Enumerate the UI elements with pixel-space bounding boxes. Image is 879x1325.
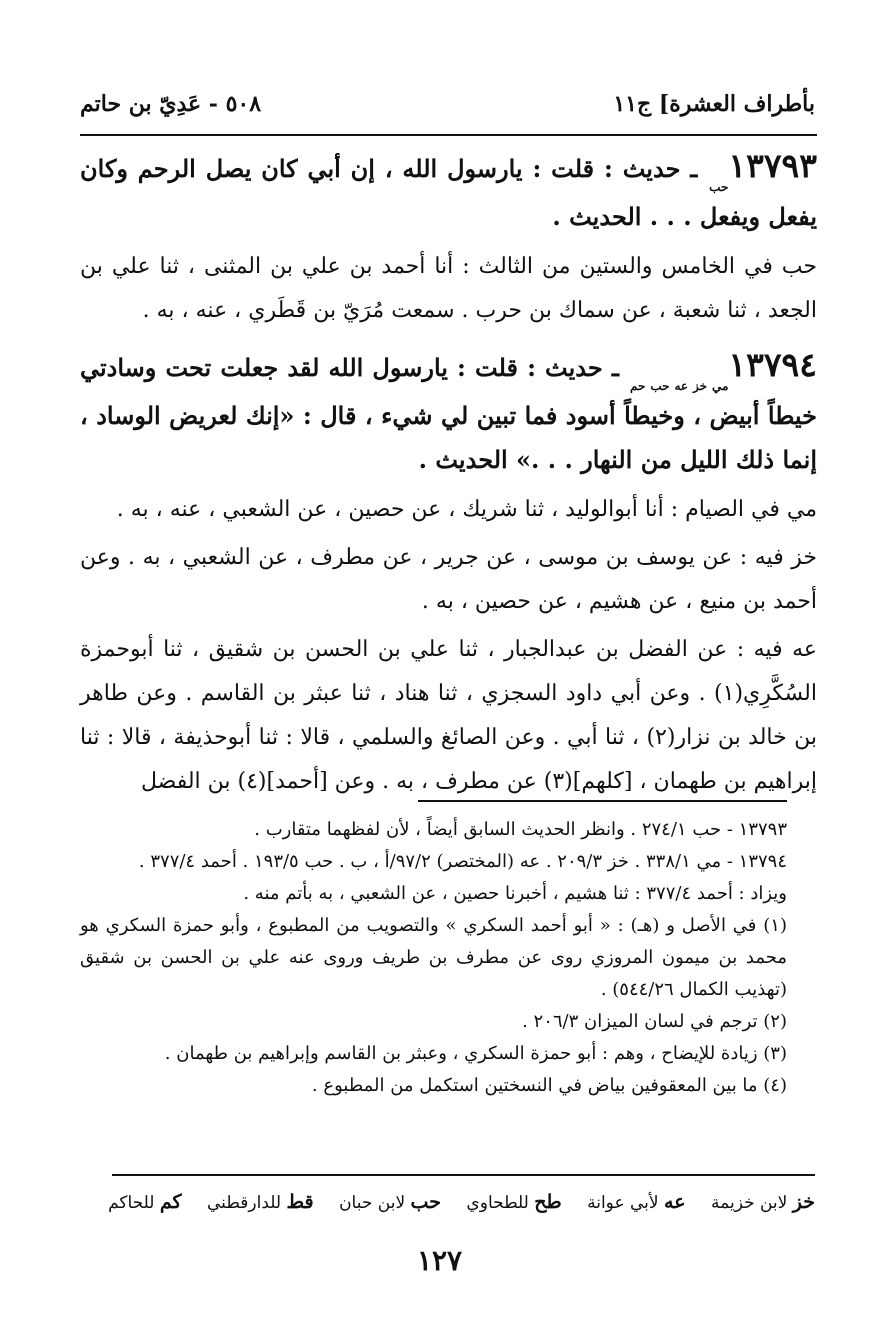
legend-item xyxy=(207,1191,314,1213)
header-volume-title: بأطراف العشرة] ج١١ xyxy=(613,91,815,117)
footnote-rule xyxy=(418,800,787,802)
legend-item xyxy=(711,1191,815,1213)
takhrij-note: ١٣٧٩٤ - مي ٣٣٨/١ . خز ٢٠٩/٣ . عه (المختصر) ٩٧/٢/أ ، ب . حب ١٩٣/٥ . أحمد ٣٧٧/٤ . xyxy=(138,851,787,872)
legend-abbr: عه xyxy=(664,1191,686,1213)
legend-item xyxy=(466,1191,561,1213)
source-sigla: مي خز عه حب حم xyxy=(630,379,729,393)
legend-item xyxy=(587,1191,685,1213)
legend-item xyxy=(339,1191,441,1213)
legend-name: للدارقطني xyxy=(207,1193,282,1213)
isnad-paragraph: عه فيه : عن الفضل بن عبدالجبار ، ثنا علي بن الحسن بن شقيق ، ثنا أبوحمزة السُكَّرِي(١) . وعن أبي داود السجزي ، ثنا هناد ، ثنا عبثر بن القاسم . وعن طاهر بن خالد بن نزار(٢) ، ثنا أبي . وعن الصائغ والسلمي ، قالا : ثنا أبوحذيفة ، قالا : ثنا إبراهيم بن طهمان ، [كلهم](٣) عن مطرف ، به . وعن [أحمد](٤) بن الفضل xyxy=(80,637,818,794)
running-header xyxy=(80,82,815,126)
hadith-number: ١٣٧٩٣ xyxy=(728,146,817,185)
footnote: (٤) ما بين المعقوفين بياض في النسختين استكمل من المطبوع . xyxy=(311,1075,787,1096)
legend-name: لابن حبان xyxy=(339,1193,406,1213)
footnote: (٣) زيادة للإيضاح ، وهم : أبو حمزة السكري ، وعبثر بن القاسم وإبراهيم بن طهمان . xyxy=(164,1043,787,1064)
legend-rule xyxy=(112,1174,815,1176)
hadith-text: ـ حديث : قلت : يارسول الله لقد جعلت تحت وسادتي خيطاً أبيض ، وخيطاً أسود فما تبين لي شيء ، قال : «إنك لعريض الوساد ، إنما ذلك الليل من النهار . . .» الحديث . xyxy=(80,353,817,474)
legend-abbr: كم xyxy=(159,1191,182,1213)
takhrij-note: ١٣٧٩٣ - حب ٢٧٤/١ . وانظر الحديث السابق أيضاً ، لأن لفظهما متقارب . xyxy=(254,819,787,840)
header-companion-name: ٥٠٨ - عَدِيّ بن حاتم xyxy=(80,91,262,117)
legend-abbr: خز xyxy=(792,1191,815,1213)
isnad-paragraph: خز فيه : عن يوسف بن موسى ، عن جرير ، عن مطرف ، عن الشعبي ، به . وعن أحمد بن منيع ، عن هشيم ، عن حصين ، به . xyxy=(80,545,817,614)
isnad-paragraph: مي في الصيام : أنا أبوالوليد ، ثنا شريك ، عن حصين ، عن الشعبي ، عنه ، به . xyxy=(116,497,817,522)
legend-abbr: حب xyxy=(410,1191,441,1213)
legend-abbr: طح xyxy=(534,1191,562,1213)
abbreviation-legend xyxy=(108,1186,815,1218)
hadith-text: ـ حديث : قلت : يارسول الله ، إن أبي كان يصل الرحم وكان يفعل ويفعل . . . الحديث . xyxy=(80,154,817,231)
footnotes xyxy=(80,814,815,1102)
hadith-entry xyxy=(80,343,817,482)
hadith-number: ١٣٧٩٤ xyxy=(728,345,817,384)
legend-name: لأبي عوانة xyxy=(587,1193,659,1213)
footnote: (١) في الأصل و (هـ) : « أبو أحمد السكري » والتصويب من المطبوع ، وأبو حمزة السكري هو محمد بن ميمون المروزي روى عن مطرف بن طريف وروى عنه علي بن الحسن بن شقيق (تهذيب الكمال ٥٤٤/٢٦) . xyxy=(80,915,787,1000)
hadith-entry xyxy=(80,144,817,239)
source-sigla: حب xyxy=(709,180,729,194)
legend-name: للحاكم xyxy=(108,1193,155,1213)
legend-abbr: قط xyxy=(286,1191,314,1213)
takhrij-note: ويزاد : أحمد ٣٧٧/٤ : ثنا هشيم ، أخبرنا حصين ، عن الشعبي ، به بأتم منه . xyxy=(243,883,787,904)
legend-name: لابن خزيمة xyxy=(711,1193,788,1213)
header-rule xyxy=(80,134,817,136)
legend-item xyxy=(108,1191,181,1213)
legend-name: للطحاوي xyxy=(466,1193,529,1213)
page-number: ١٢٧ xyxy=(416,1244,463,1277)
main-text xyxy=(80,144,817,804)
isnad-paragraph: حب في الخامس والستين من الثالث : أنا أحمد بن علي بن المثنى ، ثنا علي بن الجعد ، ثنا شعبة ، عن سماك بن حرب . سمعت مُرَيّ بن قَطَري ، عنه ، به . xyxy=(80,254,817,323)
footnote: (٢) ترجم في لسان الميزان ٢٠٦/٣ . xyxy=(522,1011,787,1032)
